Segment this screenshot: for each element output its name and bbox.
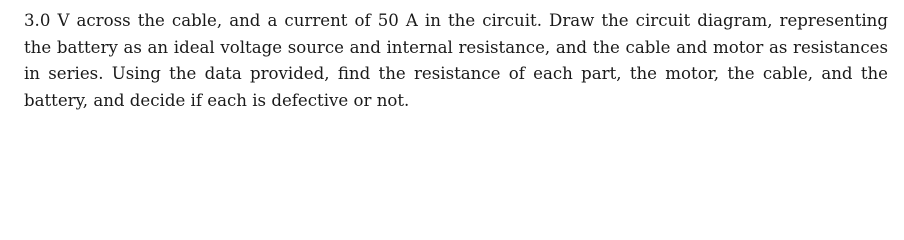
text-line-1: 3.0 V across the cable, and a current of 50 A in the circuit. Draw the circuit diagram, representing [24,11,888,30]
problem-paragraph [24,8,888,114]
text-line-3: in series. Using the data provided, find the resistance of each part, the motor, the cable, and the [24,64,888,84]
text-line-2: the battery as an ideal voltage source and internal resistance, and the cable and motor as resistances [24,37,888,57]
text-line-4: battery, and decide if each is defective or not. [24,90,410,110]
